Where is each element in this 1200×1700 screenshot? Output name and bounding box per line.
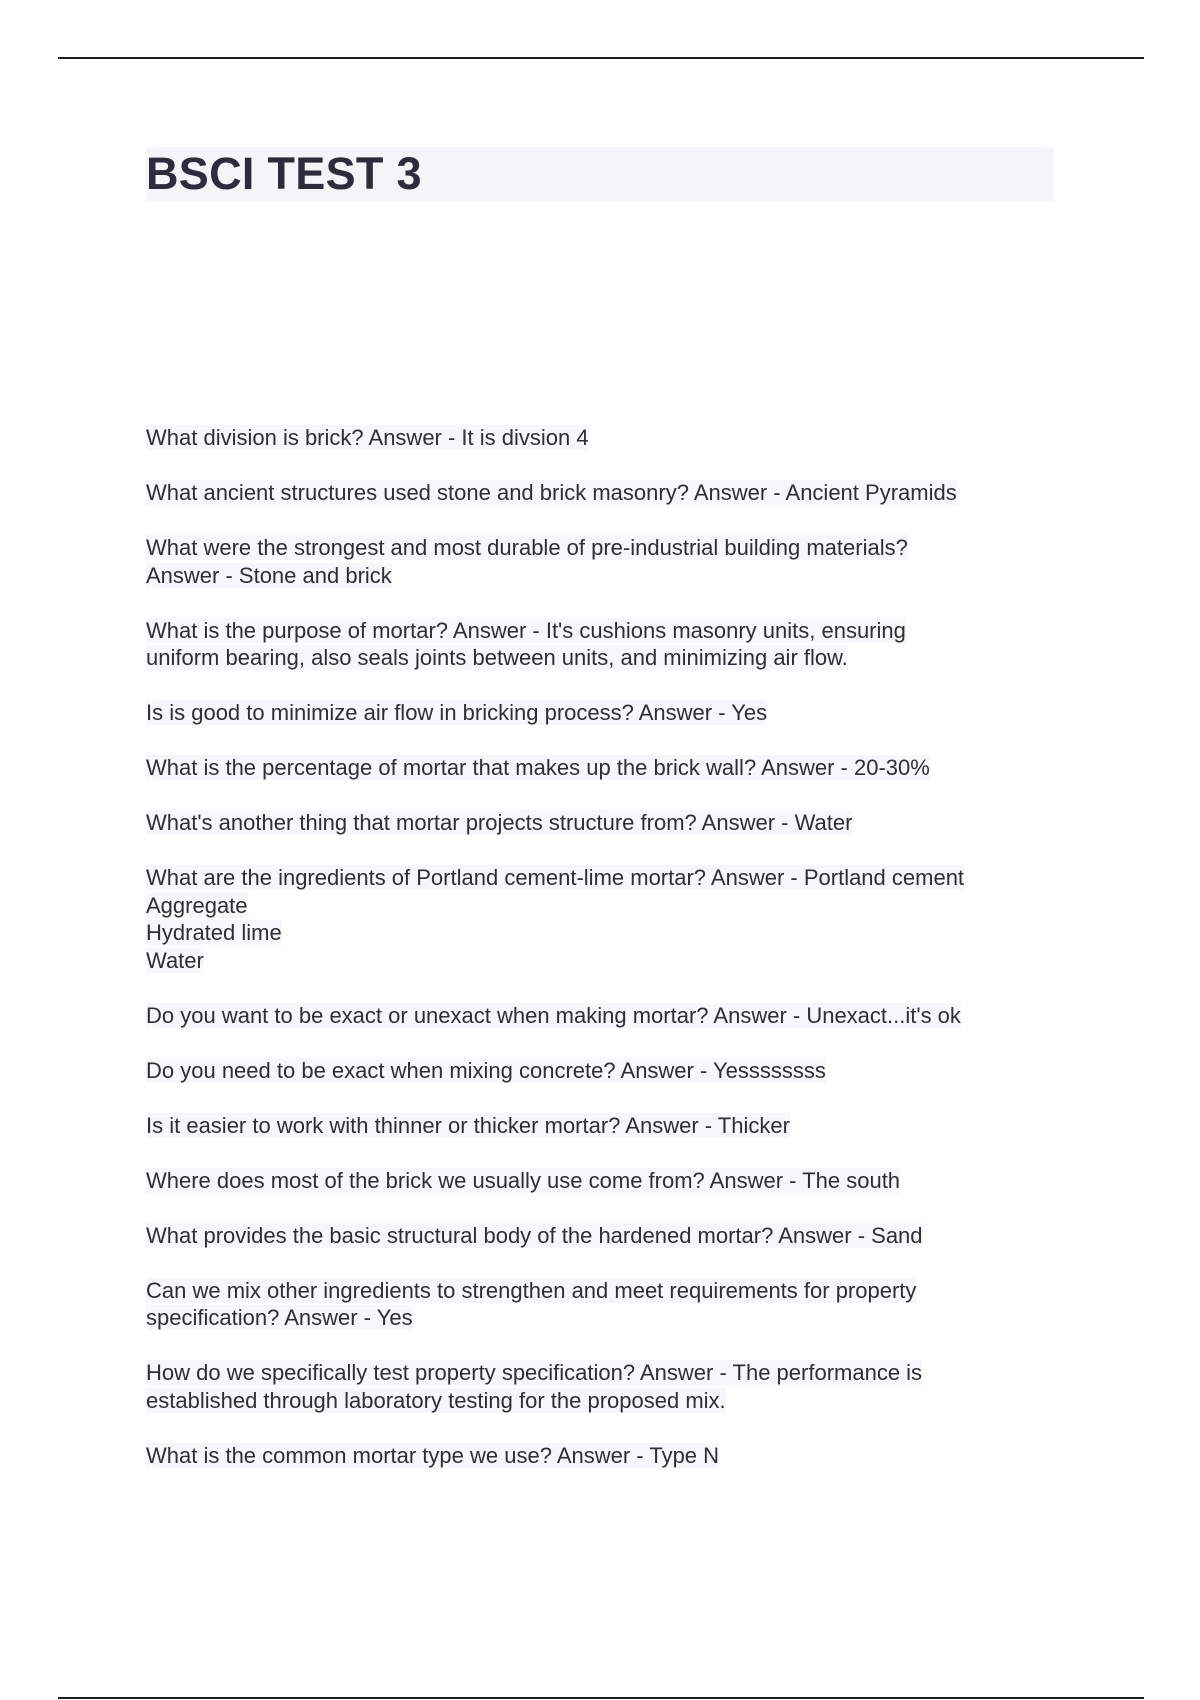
qa-text: Is is good to minimize air flow in bricking process? Answer - Yes <box>146 700 768 725</box>
bottom-divider <box>58 1697 1144 1699</box>
qa-item <box>146 1112 1076 1140</box>
qa-item <box>146 864 1076 974</box>
qa-item <box>146 1167 1076 1195</box>
qa-text: What division is brick? Answer - It is divsion 4 <box>146 425 589 450</box>
qa-text: What is the common mortar type we use? Answer - Type N <box>146 1442 720 1468</box>
qa-item <box>146 1277 1076 1332</box>
qa-text: What's another thing that mortar projects structure from? Answer - Water <box>146 810 853 835</box>
qa-text: How do we specifically test property specification? Answer - The performance is established through laboratory testing for the proposed mix. <box>146 1360 923 1413</box>
qa-item <box>146 424 1076 452</box>
qa-text: Is it easier to work with thinner or thicker mortar? Answer - Thicker <box>146 1112 790 1138</box>
page-title: BSCI TEST 3 <box>146 148 422 199</box>
qa-item <box>146 1442 1076 1470</box>
qa-list <box>146 424 1076 1497</box>
qa-item <box>146 479 1076 507</box>
top-divider <box>58 57 1144 59</box>
qa-item <box>146 1057 1076 1085</box>
qa-item <box>146 809 1076 837</box>
qa-item <box>146 1222 1076 1250</box>
qa-text: Do you want to be exact or unexact when making mortar? Answer - Unexact...it's ok <box>146 1002 961 1028</box>
qa-text: What provides the basic structural body of the hardened mortar? Answer - Sand <box>146 1222 923 1248</box>
qa-item <box>146 617 1076 672</box>
qa-text: What were the strongest and most durable of pre-industrial building materials? Answer - Stone and brick <box>146 535 908 588</box>
qa-text: Can we mix other ingredients to strengthen and meet requirements for property specification? Answer - Yes <box>146 1277 917 1330</box>
qa-text: Where does most of the brick we usually use come from? Answer - The south <box>146 1167 901 1193</box>
qa-item <box>146 1002 1076 1030</box>
qa-item <box>146 534 1076 589</box>
qa-text: What are the ingredients of Portland cement-lime mortar? Answer - Portland cement Aggregate Hydrated lime Water <box>146 865 965 973</box>
qa-item <box>146 699 1076 727</box>
qa-text: What is the percentage of mortar that makes up the brick wall? Answer - 20-30% <box>146 755 930 780</box>
qa-text: What ancient structures used stone and brick masonry? Answer - Ancient Pyramids <box>146 480 957 505</box>
qa-text: Do you need to be exact when mixing concrete? Answer - Yessssssss <box>146 1057 826 1083</box>
qa-text: What is the purpose of mortar? Answer - It's cushions masonry units, ensuring uniform bearing, also seals joints between units, and minimizing air flow. <box>146 617 906 670</box>
qa-item <box>146 754 1076 782</box>
qa-item <box>146 1359 1076 1414</box>
